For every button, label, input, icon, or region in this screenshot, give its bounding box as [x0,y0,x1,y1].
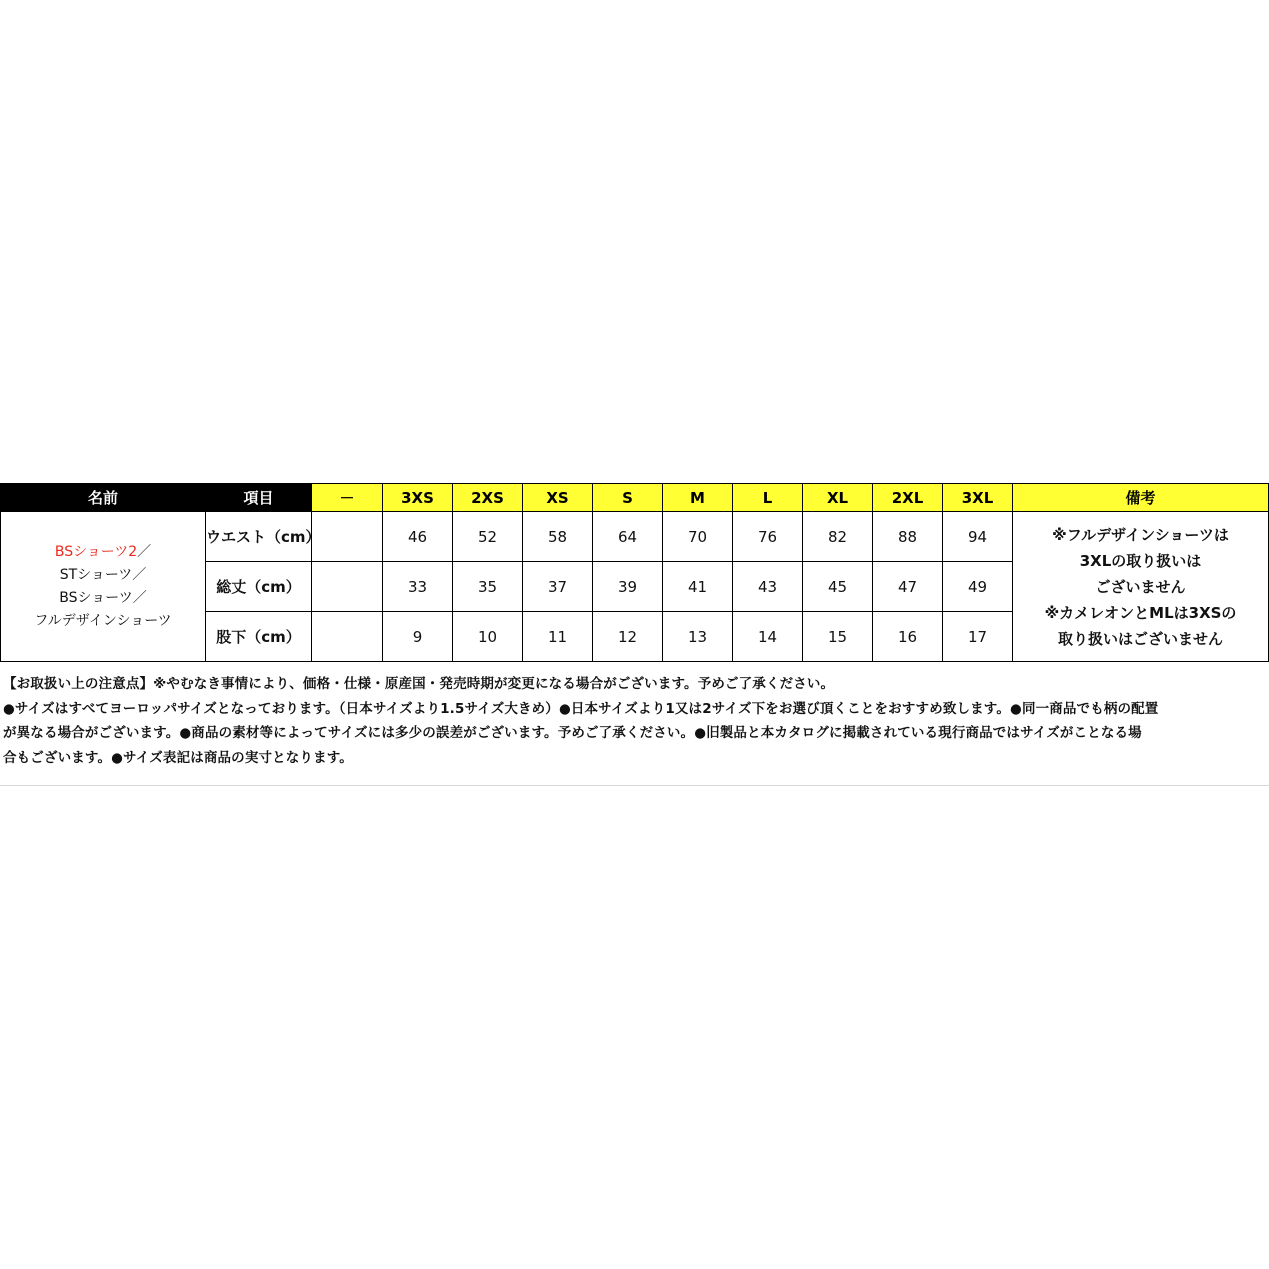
header-size-3xl: 3XL [943,484,1013,512]
notice-line: ●サイズはすべてヨーロッパサイズとなっております。（日本サイズより1.5サイズ大きめ）●日本サイズより1又は2サイズ下をお選び頂くことをおすすめ致します。●同一商品でも柄の配置 [3,700,1159,717]
value-cell: 11 [523,612,593,662]
value-cell: 33 [383,562,453,612]
value-cell: 82 [803,512,873,562]
notes-line: ※フルデザインショーツは [1052,525,1229,544]
value-cell: 52 [453,512,523,562]
value-cell: 15 [803,612,873,662]
header-dash: － [312,484,383,512]
row-dash-cell [312,512,383,562]
value-cell: 14 [733,612,803,662]
value-cell: 16 [873,612,943,662]
value-cell: 58 [523,512,593,562]
header-size-xl: XL [803,484,873,512]
value-cell: 35 [453,562,523,612]
table-header-row [1,484,1269,512]
header-size-m: M [663,484,733,512]
value-cell: 76 [733,512,803,562]
table-row [1,512,1269,562]
value-cell: 46 [383,512,453,562]
value-cell: 9 [383,612,453,662]
notes-line: 取り扱いはございません [1057,629,1223,648]
header-notes: 備考 [1013,484,1269,512]
row-dash-cell [312,562,383,612]
value-cell: 39 [593,562,663,612]
notes-line: 3XLの取り扱いは [1079,551,1202,570]
value-cell: 17 [943,612,1013,662]
notes-line: ございません [1095,577,1186,596]
header-size-s: S [593,484,663,512]
row-label-waist: ウエスト（cm） [206,512,312,562]
product-name-highlight: BSショーツ2 [54,543,138,560]
value-cell: 10 [453,612,523,662]
row-label-total-length: 総丈（cm） [206,562,312,612]
size-chart-table [0,483,1269,662]
value-cell: 45 [803,562,873,612]
product-name-separator: ／ [137,543,152,560]
header-name: 名前 [1,484,206,512]
notice-line: が異なる場合がございます。●商品の素材等によってサイズには多少の誤差がございます。予めご了承ください。●旧製品と本カタログに掲載されている現行商品ではサイズがことなる場 [3,725,1142,741]
header-size-3xs: 3XS [383,484,453,512]
row-dash-cell [312,612,383,662]
product-name-line-1 [1,541,205,564]
value-cell: 43 [733,562,803,612]
value-cell: 37 [523,562,593,612]
value-cell: 70 [663,512,733,562]
value-cell: 13 [663,612,733,662]
value-cell: 64 [593,512,663,562]
header-size-xs: XS [523,484,593,512]
bottom-divider [0,785,1269,786]
product-name-line-3: BSショーツ／ [59,589,147,606]
product-name-line-2: STショーツ／ [59,566,147,583]
row-label-inseam: 股下（cm） [206,612,312,662]
value-cell: 49 [943,562,1013,612]
value-cell: 47 [873,562,943,612]
header-size-2xs: 2XS [453,484,523,512]
value-cell: 12 [593,612,663,662]
value-cell: 88 [873,512,943,562]
header-size-2xl: 2XL [873,484,943,512]
notice-line: 合もございます。●サイズ表記は商品の実寸となります。 [3,749,353,766]
header-size-l: L [733,484,803,512]
product-name-cell [1,512,206,662]
product-name-line-4: フルデザインショーツ [34,612,172,629]
notes-cell [1013,512,1269,662]
care-notice [3,672,1265,770]
notice-line: 【お取扱い上の注意点】※やむなき事情により、価格・仕様・原産国・発売時期が変更になる場合がございます。予めご了承ください。 [3,676,835,692]
notes-line: ※カメレオンとMLは3XSの [1044,603,1237,622]
value-cell: 41 [663,562,733,612]
header-item: 項目 [206,484,312,512]
value-cell: 94 [943,512,1013,562]
